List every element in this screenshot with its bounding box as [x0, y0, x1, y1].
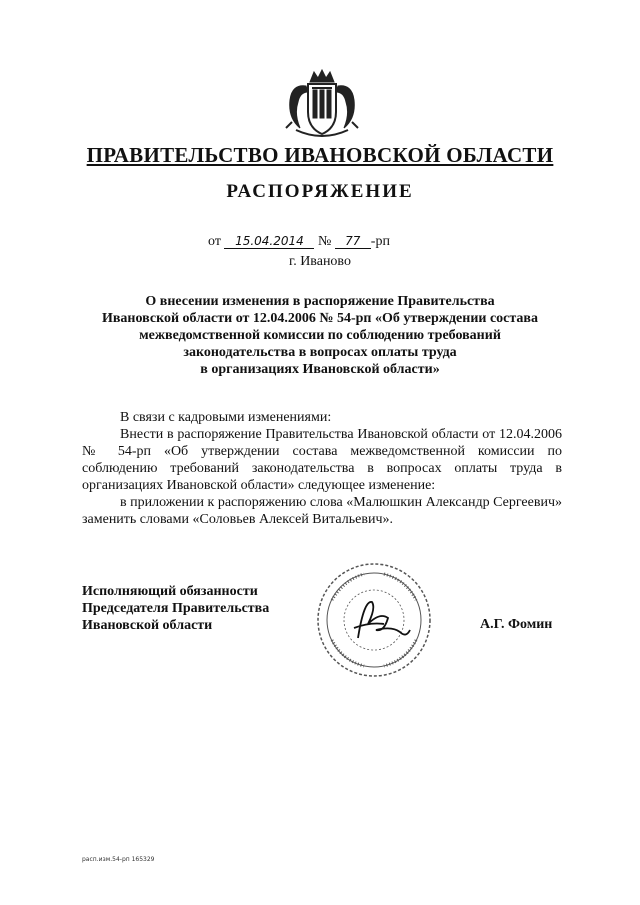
body-paragraph: В связи с кадровыми изменениями:: [120, 410, 332, 425]
heading-line: О внесении изменения в распоряжение Правительства: [145, 294, 495, 309]
heading-line: в организациях Ивановской области»: [200, 362, 440, 377]
coat-of-arms-emblem: [282, 66, 362, 140]
city: г. Иваново: [289, 254, 351, 269]
heading-line: законодательства в вопросах оплаты труда: [183, 345, 457, 360]
footer-code: расп.изм.54-рп 165329: [82, 856, 155, 863]
official-seal-stamp: [314, 560, 434, 680]
signer-position-line: Председателя Правительства: [82, 601, 270, 616]
government-title: ПРАВИТЕЛЬСТВО ИВАНОВСКОЙ ОБЛАСТИ: [86, 143, 554, 167]
document-heading: [80, 293, 560, 378]
signer-position-line: Исполняющий обязанности: [82, 584, 258, 599]
date-number-line: [208, 234, 390, 250]
heading-line: межведомственной комиссии по соблюдению требований: [139, 328, 501, 343]
signer-position: [82, 583, 269, 634]
document-date: 15.04.2014: [224, 234, 314, 249]
handwritten-signature: [354, 602, 410, 638]
number-suffix: -рп: [370, 234, 390, 249]
heading-line: Ивановской области от 12.04.2006 № 54-рп «Об утверждении состава: [101, 311, 538, 326]
signer-position-line: Ивановской области: [82, 618, 213, 633]
body-paragraph: в приложении к распоряжению слова «Малюшкин Александр Сергеевич» заменить словами «Соловьев Алексей Витальевич».: [82, 495, 562, 527]
document-body: [82, 409, 562, 528]
document-number: 77: [335, 234, 371, 249]
signer-name: А.Г. Фомин: [480, 617, 553, 632]
body-paragraph: Внести в распоряжение Правительства Ивановской области от 12.04.2006 № 54-рп «Об утверждении состава межведомственной комиссии по соблюдению требований законодательства в вопросах оплаты труда в организациях Ивановской области» следующее изменение:: [82, 427, 562, 493]
document-type: РАСПОРЯЖЕНИЕ: [226, 181, 414, 202]
number-label: №: [317, 234, 332, 249]
from-label: от: [208, 234, 221, 249]
